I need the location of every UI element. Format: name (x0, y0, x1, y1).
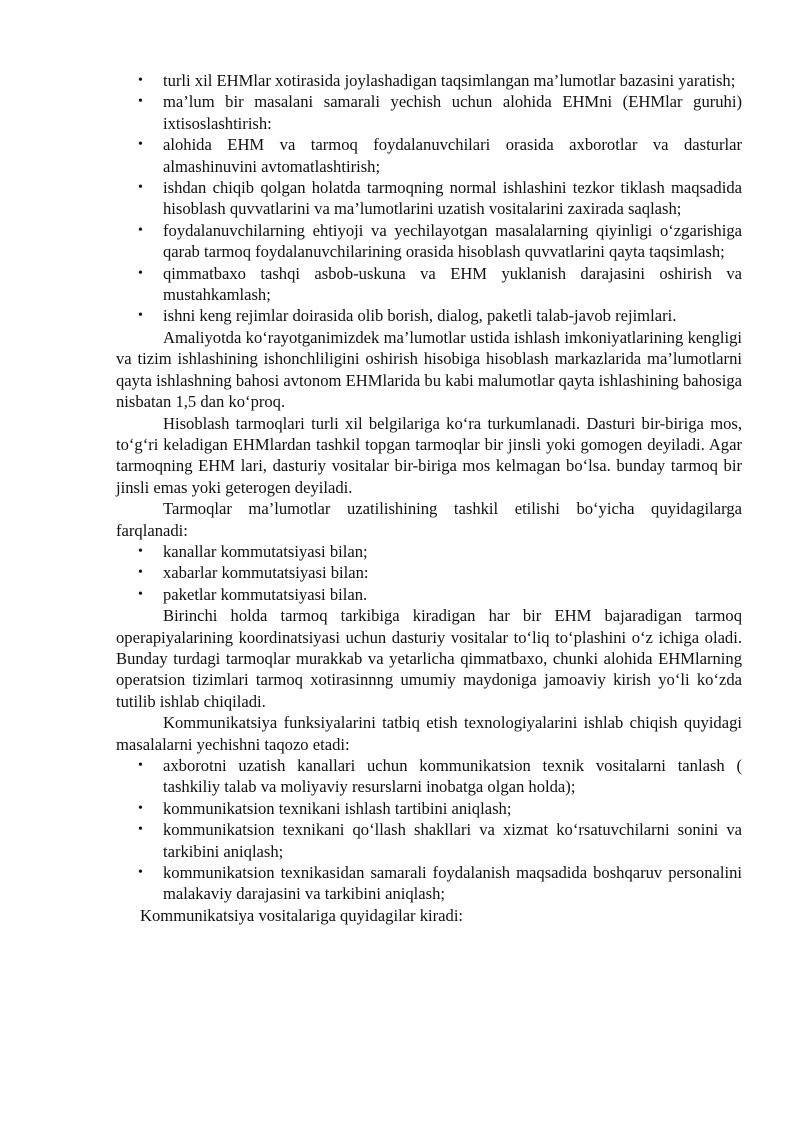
bullet-icon: • (138, 543, 143, 559)
bullet-icon: • (138, 94, 143, 110)
bullet-icon: • (138, 180, 143, 196)
bullet-list-tasks (116, 70, 742, 327)
list-item: • axborotni uzatish kanallari uchun kommunikatsion texnik vositalarni tanlash ( tashkiliy talab va moliyaviy resurslarni inobatga olgan holda); (138, 756, 742, 797)
paragraph-practice: Amaliyotda ko‘rayotganimizdek ma’lumotlar ustida ishlash imkoniyatlarining kengligi va tizim ishlashining ishonchliligini oshirish hisobiga hisoblash markazlarida ma’lumotlarni qayta ishlashning bahosi avtonom EHMlarida bu kabi malumotlar qayta ishlashining bahosiga nisbatan 1,5 dan ko‘proq. (116, 327, 742, 412)
paragraph-classification: Hisoblash tarmoqlari turli xil belgilariga ko‘ra turkumlanadi. Dasturi bir-biriga mos, to‘g‘ri keladigan EHMlardan tashkil topgan tarmoqlar bir jinsli yoki gomogen deyiladi. Agar tarmoqning EHM lari, dasturiy vositalar bir-biriga mos kelmagan bo‘lsa. bunday tarmoq bir jinsli emas yoki geterogen deyiladi. (116, 413, 742, 497)
bullet-icon: • (138, 800, 143, 816)
bullet-icon: • (138, 137, 143, 153)
bullet-icon: • (138, 73, 143, 88)
paragraph-transfer-types: Tarmoqlar ma’lumotlar uzatilishining tashkil etilishi bo‘yicha quyidagilarga farqlanadi: (116, 499, 742, 540)
bullet-list-switching (116, 541, 742, 605)
bullet-icon: • (138, 758, 143, 773)
list-item: • turli xil EHMlar xotirasida joylashadigan taqsimlangan ma’lumotlar bazasini yaratish; (138, 71, 736, 90)
list-item: • foydalanuvchilarning ehtiyoji va yechilayotgan masalalarning qiyinligi o‘zgarishiga qarab tarmoq foydalanuvchilarining orasida hisoblash quvvatlarini qayta taqsimlash; (138, 220, 742, 262)
list-item: • kommunikatsion texnikani ishlash tartibini aniqlash; (138, 798, 512, 818)
list-item: • kommunikatsion texnikani qo‘llash shakllari va xizmat ko‘rsatuvchilarni sonini va tarkibini aniqlash; (138, 820, 742, 861)
paragraph-communication: Kommunikatsiya funksiyalarini tatbiq etish texnologiyalarini ishlab chiqish quyidagi masalalarni yechishni taqozo etadi: (116, 713, 742, 754)
bullet-icon: • (138, 308, 143, 324)
bullet-icon: • (138, 565, 143, 581)
bullet-icon: • (138, 586, 143, 602)
bullet-list-communication (116, 755, 742, 905)
list-item: • qimmatbaxo tashqi asbob-uskuna va EHM yuklanish darajasini oshirish va mustahkamlash; (138, 263, 742, 305)
list-item: • ishdan chiqib qolgan holatda tarmoqning normal ishlashini tezkor tiklash maqsadida hisoblash quvvatlarini va ma’lumotlarini uzatish vositalarini zaxirada saqlash; (138, 178, 742, 219)
list-item: • paketlar kommutatsiyasi bilan. (138, 584, 368, 604)
bullet-icon: • (138, 822, 143, 838)
list-item: • kanallar kommutatsiyasi bilan; (138, 541, 368, 561)
list-item: • ishni keng rejimlar doirasida olib borish, dialog, paketli talab-javob rejimlari. (138, 306, 677, 326)
bullet-icon: • (138, 865, 143, 881)
list-item: • ma’lum bir masalani samarali yechish uchun alohida EHMni (EHMlar guruhi) ixtisoslashtirish: (138, 92, 742, 133)
list-item: • xabarlar kommutatsiyasi bilan: (138, 563, 369, 583)
bullet-icon: • (138, 222, 143, 238)
list-item: • alohida EHM va tarmoq foydalanuvchilari orasida axborotlar va dasturlar almashinuvini avtomatlashtirish; (138, 135, 742, 176)
list-item: • kommunikatsion texnikasidan samarali foydalanish maqsadida boshqaruv personalini malakaviy darajasini va tarkibini aniqlash; (138, 863, 742, 904)
bullet-icon: • (138, 265, 143, 281)
document-page (116, 70, 742, 926)
paragraph-first-case: Birinchi holda tarmoq tarkibiga kiradigan har bir EHM bajaradigan tarmoq operapiyalarining koordinatsiyasi uchun dasturiy vositalar to‘liq to‘plashini o‘z ichiga oladi. Bunday turdagi tarmoqlar murakkab va yetarlicha qimmatbaxo, chunki alohida EHMlarning operatsion tizimlari tarmoq xotirasinnng umumiy maydoniga jamoaviy kirish yo‘li ko‘zda tutilib ishlab chiqiladi. (116, 606, 742, 711)
paragraph-tools: Kommunikatsiya vositalariga quyidagilar kiradi: (140, 905, 464, 925)
